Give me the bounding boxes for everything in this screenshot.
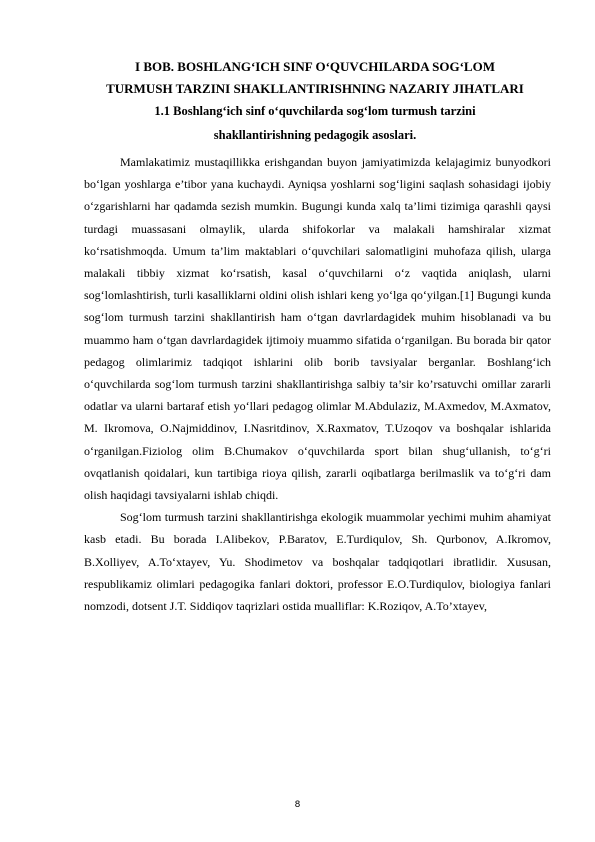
body-text [84,151,551,617]
section-title: 1.1 Boshlang‘ich sinf o‘quvchilarda sog‘lom turmush tarzini [154,104,476,118]
page-number: 8 [294,800,301,810]
paragraph-2: Sog‘lom turmush tarzini shakllantirishga ekologik muammolar yechimi muhim ahamiyat kasb etadi. Bu borada I.Alibekov, P.Baratov, E.Turdiqulov, Sh. Qurbonov, A.Ikromov, B.Xolliyev, A.To‘xtayev, Yu. Shodimetov va boshqalar tadqiqotlari ibratlidir. Xususan, respublikamiz olimlari pedagogika fanlari doktori, professor E.O.Turdiqulov, biologiya fanlari nomzodi, dotsent J.T. Siddiqov taqrizlari ostida mualliflar: K.Roziqov, A.To’xtayev, [84,510,551,614]
chapter-title: I BOB. BOSHLANG‘ICH SINF O‘QUVCHILARDA SOG‘LOM [135,59,495,74]
chapter-title-continued: TURMUSH TARZINI SHAKLLANTIRISHNING NAZARIY JIHATLARI [106,81,524,96]
paragraph-1: Mamlakatimiz mustaqillikka erishgandan buyon jamiyatimizda kelajagimiz bunyodkori bo‘lgan yoshlarga e’tibor yana kuchaydi. Ayniqsa yoshlarni sog‘ligini saqlash sohasidagi ijobiy o‘zgarishlarni har qadamda sezish mumkin. Bugungi kunda xalq ta’limi tizimiga qarashli qaysi turdagi muassasani olmaylik, ularda shifokorlar va malakali hamshiralar xizmat ko‘rsatishmoqda. Umum ta’lim maktablari o‘quvchilari salomatligini muhofaza qilish, ularga malakali tibbiy xizmat ko‘rsatish, kasal o‘quvchilarni o‘z vaqtida aniqlash, ularni sog‘lomlashtirish, turli kasalliklarni oldini olish ishlari keng yo‘lga qo‘yilgan.[1] Bugungi kunda sog‘lom turmush tarzini shakllantirish ham o‘tgan davrlardagidek muhim hisoblanadi va bu muammo ham o‘tgan davrlardagidek ijtimoiy muammo sifatida o‘rganilgan. Bu borada bir qator pedagog olimlarimiz tadqiqot ishlarini olib borib tavsiyalar berganlar. Boshlang‘ich o‘quvchilarda sog‘lom turmush tarzini shakllantirishga salbiy ta’sir ko’rsatuvchi omillar zararli odatlar va ularni bartaraf etish yo‘llari pedagog olimlar M.Abdulaziz, M.Axmedov, M.Axmatov, M. Ikromova, O.Najmiddinov, I.Nasritdinov, X.Raxmatov, T.Uzoqov va boshqalar ishlarida o‘rganilgan.Fiziolog olim B.Chumakov o‘quvchilarda sport bilan shug‘ullanish, to‘g‘ri ovqatlanish qoidalari, kun tartibiga rioya qilish, zararli oqibatlarga berilmaslik va to‘g‘ri dam olish haqidagi tavsiyalarni ishlab chiqdi. [84,155,551,503]
section-title-continued: shakllantirishning pedagogik asoslari. [213,128,417,142]
